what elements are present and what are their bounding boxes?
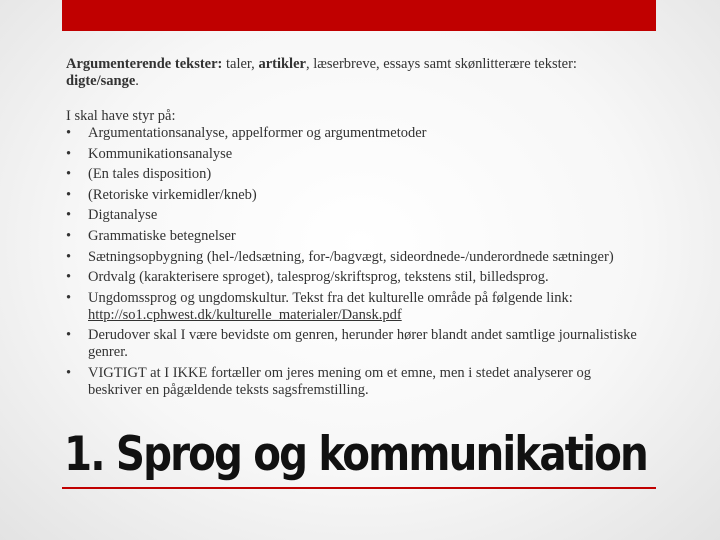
list-item bbox=[66, 125, 646, 142]
list-item bbox=[66, 269, 646, 286]
list-item bbox=[66, 187, 646, 204]
list-item bbox=[66, 228, 646, 245]
bullet-icon: • bbox=[66, 289, 72, 306]
slide-title: 1. Sprog og kommunikation bbox=[64, 427, 647, 482]
list-item-text: Sætningsopbygning (hel-/ledsætning, for-/bagvægt, sideordnede-/underordnede sætninger) bbox=[88, 248, 614, 265]
list-item-text: Digtanalyse bbox=[88, 207, 158, 224]
list-item bbox=[66, 166, 646, 183]
top-accent-bar bbox=[62, 0, 656, 31]
list-item bbox=[66, 146, 646, 163]
list-lead: I skal have styr på: bbox=[66, 108, 176, 124]
bullet-icon: • bbox=[66, 227, 72, 244]
list-item-text: Ungdomssprog og ungdomskultur. Tekst fra det kulturelle område på følgende link: bbox=[88, 289, 573, 306]
intro-label: Argumenterende tekster: bbox=[66, 56, 223, 72]
list-item-text: (En tales disposition) bbox=[88, 166, 212, 183]
list-item-text: Argumentationsanalyse, appelformer og argumentmetoder bbox=[88, 125, 427, 141]
bullet-icon: • bbox=[66, 269, 72, 286]
list-item-text: Derudover skal I være bevidste om genren, herunder hører blandt andet samtlige journalistiske genrer. bbox=[88, 327, 637, 361]
slide-body bbox=[66, 56, 646, 403]
bullet-icon: • bbox=[66, 166, 72, 183]
list-item bbox=[66, 290, 646, 324]
intro-paragraph bbox=[66, 56, 646, 90]
material-pdf-link[interactable]: http://so1.cphwest.dk/kulturelle_materialer/Dansk.pdf bbox=[88, 306, 402, 323]
list-item bbox=[66, 249, 646, 266]
intro-bold-articles: artikler bbox=[258, 56, 306, 72]
list-item bbox=[66, 327, 646, 361]
list-item-text: Grammatiske betegnelser bbox=[88, 227, 236, 244]
list-item-text: VIGTIGT at I IKKE fortæller om jeres mening om et emne, men i stedet analyserer og beskriver en pågældende teksts sagsfremstilling. bbox=[88, 364, 592, 398]
list-item bbox=[66, 365, 646, 399]
bullet-icon: • bbox=[66, 186, 72, 203]
bullet-icon: • bbox=[66, 207, 72, 224]
bullet-icon: • bbox=[66, 364, 72, 381]
title-underline bbox=[62, 487, 656, 489]
list-item-text: Ordvalg (karakterisere sproget), talesprog/skriftsprog, tekstens stil, billedsprog. bbox=[88, 269, 549, 286]
intro-text-1: taler, bbox=[222, 56, 259, 72]
intro-text-2: , læserbreve, essays samt skønlitterære tekster: bbox=[305, 56, 577, 72]
list-item-text: (Retoriske virkemidler/kneb) bbox=[88, 186, 257, 203]
bullet-icon: • bbox=[66, 327, 72, 344]
bullet-icon: • bbox=[66, 145, 72, 162]
intro-text-3: . bbox=[135, 73, 139, 89]
bullet-icon: • bbox=[66, 248, 72, 265]
bullet-icon: • bbox=[66, 125, 72, 141]
list-item-text: Kommunikationsanalyse bbox=[88, 145, 233, 162]
bullet-list bbox=[66, 125, 646, 399]
list-item bbox=[66, 207, 646, 224]
intro-bold-poems: digte/sange bbox=[66, 73, 136, 89]
